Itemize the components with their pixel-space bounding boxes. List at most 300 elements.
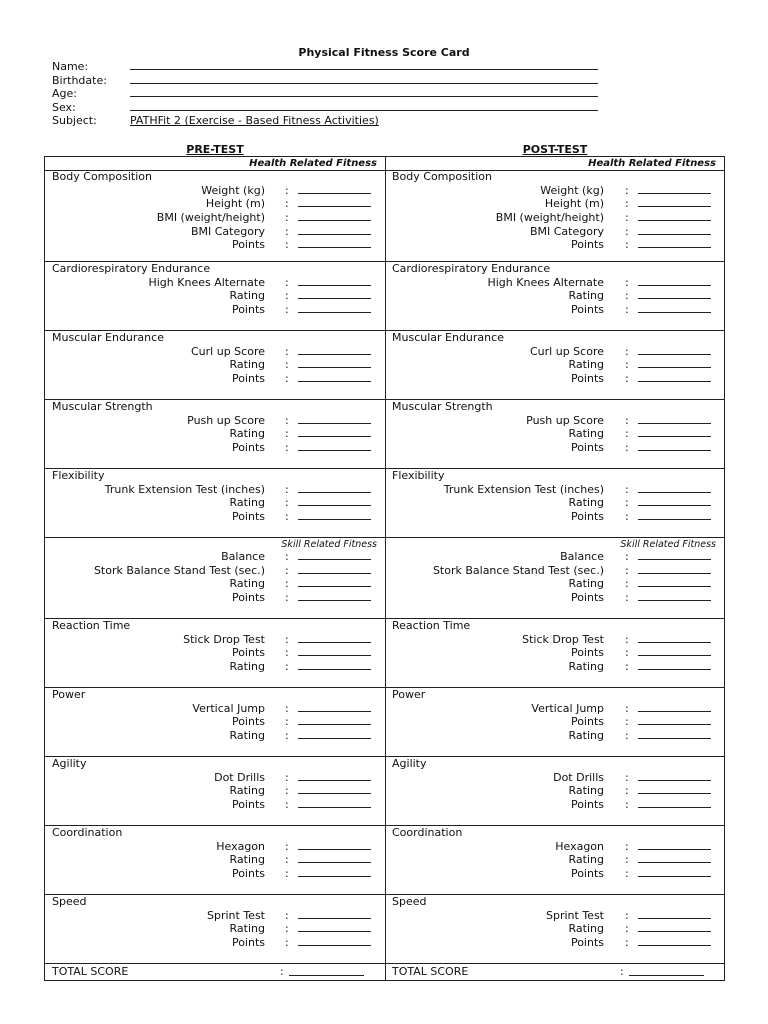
score-item-label: Points [231, 371, 265, 385]
score-item-label: Rating [568, 728, 604, 742]
colon: : [285, 715, 289, 729]
fitness-section [45, 261, 385, 330]
score-item [385, 633, 724, 647]
colon: : [625, 210, 629, 224]
colon: : [285, 482, 289, 496]
score-blank-line[interactable] [638, 559, 711, 560]
score-item-label: Rating [229, 496, 265, 510]
score-blank-line[interactable] [298, 285, 371, 286]
total-score-row [45, 963, 385, 979]
colon: : [285, 591, 289, 605]
total-score-blank-line[interactable] [289, 975, 364, 976]
score-blank-line[interactable] [638, 298, 711, 299]
skill-related-label: Skill Related Fitness [281, 539, 377, 550]
post-test-heading: POST-TEST [522, 143, 588, 156]
colon: : [285, 908, 289, 922]
score-item [385, 550, 724, 564]
colon: : [285, 659, 289, 673]
score-blank-line[interactable] [638, 206, 711, 207]
info-blank-line[interactable] [130, 60, 598, 70]
score-item-label: Vertical Jump [192, 701, 265, 715]
score-item-label: Rating [229, 427, 265, 441]
score-blank-line[interactable] [298, 849, 371, 850]
score-item [45, 276, 385, 290]
score-item [385, 372, 724, 386]
health-related-label: Health Related Fitness [588, 158, 716, 169]
score-blank-line[interactable] [298, 931, 371, 932]
fitness-section [385, 618, 724, 687]
colon: : [625, 183, 629, 197]
score-blank-line[interactable] [638, 354, 711, 355]
score-item [385, 510, 724, 524]
score-blank-line[interactable] [298, 298, 371, 299]
score-blank-line[interactable] [638, 367, 711, 368]
score-item-label: Sprint Test [207, 908, 265, 922]
score-blank-line[interactable] [298, 862, 371, 863]
score-blank-line[interactable] [638, 586, 711, 587]
fitness-section [45, 894, 385, 963]
score-blank-line[interactable] [298, 234, 371, 235]
score-item-label: High Knees Alternate [487, 275, 604, 289]
score-blank-line[interactable] [298, 312, 371, 313]
score-blank-line[interactable] [638, 945, 711, 946]
colon: : [625, 701, 629, 715]
score-item-label: Rating [229, 784, 265, 798]
score-item [385, 646, 724, 660]
colon: : [285, 853, 289, 867]
score-blank-line[interactable] [638, 876, 711, 877]
colon: : [625, 563, 629, 577]
score-blank-line[interactable] [298, 573, 371, 574]
score-item-label: Points [570, 866, 604, 880]
score-item [45, 303, 385, 317]
score-item [385, 922, 724, 936]
score-item-label: Rating [568, 358, 604, 372]
colon: : [625, 770, 629, 784]
colon: : [625, 797, 629, 811]
score-item-label: Points [231, 591, 265, 605]
colon: : [625, 224, 629, 238]
score-blank-line[interactable] [638, 711, 711, 712]
colon: : [625, 238, 629, 252]
score-item-label: Points [231, 440, 265, 454]
score-item [385, 564, 724, 578]
fitness-section [385, 261, 724, 330]
colon: : [625, 302, 629, 316]
colon: : [625, 289, 629, 303]
score-blank-line[interactable] [298, 367, 371, 368]
score-item [385, 591, 724, 605]
score-item [385, 909, 724, 923]
score-item-label: Rating [568, 577, 604, 591]
fitness-section [385, 170, 724, 261]
score-item-label: Points [570, 238, 604, 252]
colon: : [625, 728, 629, 742]
score-item [385, 784, 724, 798]
colon: : [285, 839, 289, 853]
score-item-label: Stork Balance Stand Test (sec.) [432, 563, 604, 577]
fitness-section [385, 894, 724, 963]
colon: : [625, 413, 629, 427]
score-item-label: Rating [568, 659, 604, 673]
score-item [45, 211, 385, 225]
score-item [385, 197, 724, 211]
total-score-label: TOTAL SCORE [52, 965, 129, 978]
score-item-label: Dot Drills [214, 770, 265, 784]
score-item-label: Points [570, 440, 604, 454]
score-blank-line[interactable] [298, 492, 371, 493]
colon: : [285, 866, 289, 880]
info-row [52, 74, 612, 88]
score-item [385, 853, 724, 867]
score-blank-line[interactable] [638, 573, 711, 574]
total-score-row [385, 963, 724, 979]
section-title: Speed [52, 895, 87, 908]
score-item-label: High Knees Alternate [148, 275, 265, 289]
score-item-label: Rating [229, 577, 265, 591]
score-blank-line[interactable] [638, 193, 711, 194]
score-blank-line[interactable] [298, 600, 371, 601]
score-item [385, 303, 724, 317]
colon: : [285, 770, 289, 784]
colon: : [625, 853, 629, 867]
colon: : [625, 866, 629, 880]
score-item-label: Trunk Extension Test (inches) [443, 482, 604, 496]
score-item [385, 867, 724, 881]
score-item-label: Rating [229, 289, 265, 303]
total-score-blank-line[interactable] [629, 975, 704, 976]
score-blank-line[interactable] [638, 492, 711, 493]
score-item-label: Stick Drop Test [183, 632, 265, 646]
section-title: Reaction Time [392, 619, 471, 632]
colon: : [280, 965, 284, 978]
score-item [45, 715, 385, 729]
score-item-label: Hexagon [555, 839, 604, 853]
colon: : [625, 275, 629, 289]
score-blank-line[interactable] [638, 505, 711, 506]
info-label: Name: [52, 60, 89, 73]
score-blank-line[interactable] [298, 247, 371, 248]
score-item [45, 184, 385, 198]
score-item [385, 358, 724, 372]
score-item-label: Stork Balance Stand Test (sec.) [93, 563, 265, 577]
section-title: Speed [392, 895, 427, 908]
score-blank-line[interactable] [638, 780, 711, 781]
colon: : [285, 632, 289, 646]
score-item-label: Sprint Test [546, 908, 604, 922]
score-item-label: Rating [229, 728, 265, 742]
score-item [45, 427, 385, 441]
score-item [385, 496, 724, 510]
score-item-label: Points [570, 371, 604, 385]
score-blank-line[interactable] [298, 559, 371, 560]
score-blank-line[interactable] [638, 234, 711, 235]
colon: : [285, 275, 289, 289]
info-blank-line[interactable] [130, 87, 598, 97]
colon: : [625, 922, 629, 936]
score-blank-line[interactable] [638, 450, 711, 451]
colon: : [625, 659, 629, 673]
score-blank-line[interactable] [298, 655, 371, 656]
info-label: Birthdate: [52, 73, 107, 87]
score-item-label: Curl up Score [530, 344, 604, 358]
colon: : [625, 440, 629, 454]
score-blank-line[interactable] [298, 505, 371, 506]
score-item-label: Points [231, 715, 265, 729]
student-info [52, 60, 612, 128]
score-blank-line[interactable] [298, 354, 371, 355]
score-blank-line[interactable] [298, 876, 371, 877]
fitness-section [45, 170, 385, 261]
section-title: Muscular Strength [52, 400, 153, 413]
score-item-label: Height (m) [205, 197, 265, 211]
score-item [45, 646, 385, 660]
score-item [385, 427, 724, 441]
colon: : [285, 577, 289, 591]
colon: : [285, 427, 289, 441]
score-item [385, 441, 724, 455]
score-blank-line[interactable] [638, 849, 711, 850]
score-blank-line[interactable] [298, 738, 371, 739]
score-item [45, 853, 385, 867]
colon: : [625, 509, 629, 523]
score-blank-line[interactable] [298, 436, 371, 437]
score-item [45, 784, 385, 798]
section-title: Body Composition [392, 170, 492, 183]
fitness-section [45, 537, 385, 618]
score-item-label: Rating [568, 922, 604, 936]
fitness-section [45, 825, 385, 894]
score-item-label: Points [570, 797, 604, 811]
fitness-section [45, 756, 385, 825]
score-blank-line[interactable] [298, 807, 371, 808]
score-item [45, 798, 385, 812]
score-blank-line[interactable] [638, 220, 711, 221]
score-blank-line[interactable] [638, 381, 711, 382]
score-item-label: Rating [568, 853, 604, 867]
score-item [385, 211, 724, 225]
section-title: Muscular Endurance [392, 331, 504, 344]
score-blank-line[interactable] [638, 655, 711, 656]
colon: : [625, 784, 629, 798]
colon: : [285, 563, 289, 577]
skill-related-label: Skill Related Fitness [620, 539, 716, 550]
section-title: Muscular Strength [392, 400, 493, 413]
colon: : [285, 210, 289, 224]
score-item [45, 289, 385, 303]
pre-test-column [45, 157, 386, 980]
colon: : [625, 646, 629, 660]
colon: : [625, 496, 629, 510]
colon: : [285, 646, 289, 660]
score-blank-line[interactable] [638, 247, 711, 248]
colon: : [625, 371, 629, 385]
section-title: Reaction Time [52, 619, 131, 632]
info-label: Subject: [52, 114, 97, 128]
section-title: Coordination [52, 826, 123, 839]
score-item [45, 564, 385, 578]
fitness-section [45, 399, 385, 468]
score-item [45, 441, 385, 455]
score-blank-line[interactable] [298, 193, 371, 194]
score-blank-line[interactable] [638, 600, 711, 601]
fitness-section [45, 330, 385, 399]
fitness-section [385, 825, 724, 894]
colon: : [285, 440, 289, 454]
score-item [45, 729, 385, 743]
section-title: Cardiorespiratory Endurance [52, 262, 211, 275]
colon: : [625, 344, 629, 358]
score-item [45, 372, 385, 386]
colon: : [285, 358, 289, 372]
info-blank-line[interactable] [130, 74, 598, 84]
score-item-label: Points [231, 238, 265, 252]
info-row [52, 101, 612, 115]
colon: : [285, 413, 289, 427]
score-blank-line[interactable] [638, 738, 711, 739]
colon: : [625, 577, 629, 591]
score-item [385, 936, 724, 950]
fitness-section [385, 399, 724, 468]
page-title: Physical Fitness Score Card [298, 46, 470, 59]
score-blank-line[interactable] [638, 862, 711, 863]
colon: : [625, 427, 629, 441]
score-blank-line[interactable] [638, 669, 711, 670]
score-item-label: Balance [560, 550, 604, 563]
info-blank-line[interactable] [130, 101, 598, 111]
score-item [45, 225, 385, 239]
score-blank-line[interactable] [298, 793, 371, 794]
colon: : [285, 550, 289, 563]
fitness-section [385, 468, 724, 537]
score-blank-line[interactable] [298, 711, 371, 712]
score-item-label: Rating [229, 853, 265, 867]
fitness-section [385, 537, 724, 618]
score-item [45, 345, 385, 359]
section-title: Power [52, 688, 86, 701]
score-item [385, 276, 724, 290]
score-item [45, 238, 385, 252]
score-item [45, 414, 385, 428]
score-blank-line[interactable] [298, 724, 371, 725]
colon: : [285, 701, 289, 715]
score-blank-line[interactable] [638, 642, 711, 643]
score-blank-line[interactable] [638, 931, 711, 932]
fitness-section [385, 756, 724, 825]
colon: : [625, 715, 629, 729]
score-item-label: Vertical Jump [531, 701, 604, 715]
score-blank-line[interactable] [298, 780, 371, 781]
score-item [385, 483, 724, 497]
score-item [45, 633, 385, 647]
score-item-label: Push up Score [187, 413, 265, 427]
score-item-label: Rating [568, 496, 604, 510]
score-item [45, 510, 385, 524]
score-item [385, 184, 724, 198]
score-item [385, 840, 724, 854]
colon: : [285, 344, 289, 358]
score-item-label: Rating [568, 784, 604, 798]
score-blank-line[interactable] [638, 793, 711, 794]
score-item [45, 909, 385, 923]
score-item [385, 702, 724, 716]
score-item-label: Points [231, 935, 265, 949]
score-item [385, 225, 724, 239]
score-blank-line[interactable] [298, 945, 371, 946]
score-blank-line[interactable] [298, 423, 371, 424]
score-blank-line[interactable] [638, 807, 711, 808]
score-item-label: Height (m) [544, 197, 604, 211]
score-item-label: Points [231, 866, 265, 880]
score-blank-line[interactable] [638, 519, 711, 520]
score-blank-line[interactable] [638, 312, 711, 313]
fitness-section [45, 687, 385, 756]
colon: : [285, 784, 289, 798]
colon: : [625, 482, 629, 496]
score-blank-line[interactable] [298, 206, 371, 207]
score-item-label: Push up Score [526, 413, 604, 427]
score-blank-line[interactable] [638, 918, 711, 919]
score-blank-line[interactable] [298, 220, 371, 221]
score-blank-line[interactable] [638, 724, 711, 725]
colon: : [285, 371, 289, 385]
score-item [45, 358, 385, 372]
score-item-label: Curl up Score [191, 344, 265, 358]
section-title: Flexibility [392, 469, 445, 482]
section-title: Cardiorespiratory Endurance [392, 262, 551, 275]
info-row [52, 60, 612, 74]
info-label: Sex: [52, 100, 76, 114]
score-item [385, 238, 724, 252]
score-blank-line[interactable] [298, 586, 371, 587]
colon: : [285, 797, 289, 811]
score-blank-line[interactable] [298, 918, 371, 919]
colon: : [285, 238, 289, 252]
score-item [385, 771, 724, 785]
score-blank-line[interactable] [298, 669, 371, 670]
colon: : [285, 197, 289, 211]
score-item [385, 660, 724, 674]
score-item-label: Points [570, 935, 604, 949]
score-blank-line[interactable] [638, 285, 711, 286]
score-item [385, 414, 724, 428]
score-blank-line[interactable] [298, 381, 371, 382]
score-item-label: Points [231, 302, 265, 316]
score-item [45, 867, 385, 881]
score-blank-line[interactable] [298, 642, 371, 643]
score-item [45, 922, 385, 936]
score-item-label: Hexagon [216, 839, 265, 853]
section-title: Muscular Endurance [52, 331, 164, 344]
score-item-label: Rating [568, 427, 604, 441]
score-blank-line[interactable] [638, 436, 711, 437]
colon: : [620, 965, 624, 978]
score-item [45, 483, 385, 497]
colon: : [625, 550, 629, 563]
score-item-label: Points [231, 646, 265, 660]
score-item [45, 550, 385, 564]
score-blank-line[interactable] [298, 450, 371, 451]
score-blank-line[interactable] [298, 519, 371, 520]
score-item [385, 798, 724, 812]
score-item-label: Rating [229, 922, 265, 936]
colon: : [285, 496, 289, 510]
score-blank-line[interactable] [638, 423, 711, 424]
score-item [45, 840, 385, 854]
score-item [385, 289, 724, 303]
score-item-label: Points [570, 302, 604, 316]
score-item-label: BMI Category [190, 224, 265, 238]
